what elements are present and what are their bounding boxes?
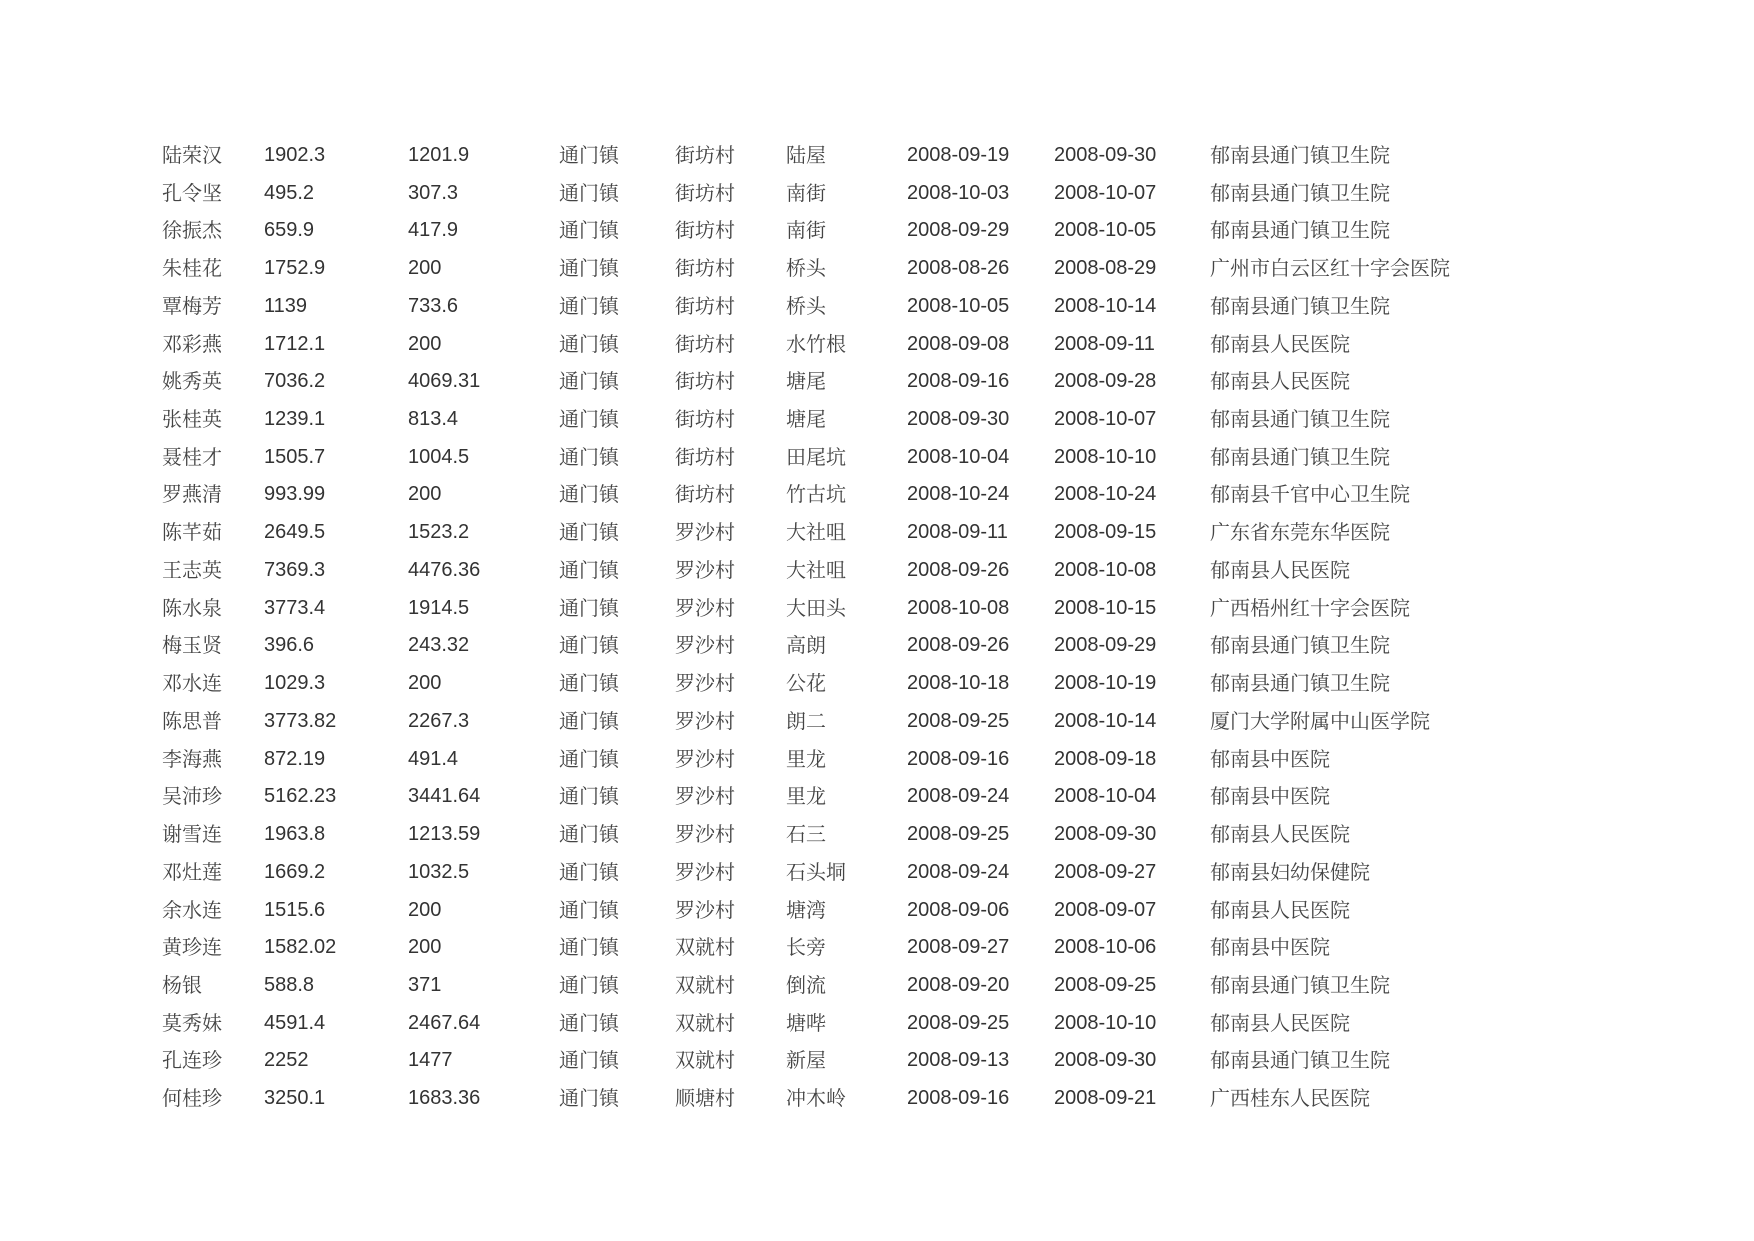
total-cost-cell: 1515.6 xyxy=(264,898,326,921)
town-cell: 通门镇 xyxy=(559,633,619,658)
hospital-cell: 郁南县通门镇卫生院 xyxy=(1210,671,1390,696)
table-row xyxy=(162,438,1510,476)
reimbursed-amount-cell: 1032.5 xyxy=(408,860,470,883)
town-cell: 通门镇 xyxy=(559,671,619,696)
group-cell: 田尾坑 xyxy=(786,444,846,469)
total-cost-cell: 396.6 xyxy=(264,634,315,657)
group-cell: 里龙 xyxy=(786,784,826,809)
town-cell: 通门镇 xyxy=(559,708,619,733)
admission-date-cell: 2008-09-13 xyxy=(907,1049,1010,1072)
hospital-cell: 郁南县通门镇卫生院 xyxy=(1210,142,1390,167)
discharge-date-cell: 2008-08-29 xyxy=(1054,257,1157,280)
village-cell: 罗沙村 xyxy=(675,633,735,658)
group-cell: 大田头 xyxy=(786,595,846,620)
table-row xyxy=(162,136,1510,174)
table-row xyxy=(162,777,1510,815)
hospital-cell: 郁南县通门镇卫生院 xyxy=(1210,1048,1390,1073)
discharge-date-cell: 2008-10-10 xyxy=(1054,1011,1157,1034)
admission-date-cell: 2008-09-16 xyxy=(907,747,1010,770)
hospital-cell: 郁南县人民医院 xyxy=(1210,822,1350,847)
admission-date-cell: 2008-09-20 xyxy=(907,974,1010,997)
hospital-cell: 郁南县中医院 xyxy=(1210,746,1330,771)
admission-date-cell: 2008-09-25 xyxy=(907,709,1010,732)
total-cost-cell: 1963.8 xyxy=(264,823,326,846)
discharge-date-cell: 2008-10-14 xyxy=(1054,294,1157,317)
table-row xyxy=(162,1004,1510,1042)
reimbursed-amount-cell: 491.4 xyxy=(408,747,459,770)
discharge-date-cell: 2008-09-29 xyxy=(1054,634,1157,657)
village-cell: 罗沙村 xyxy=(675,520,735,545)
patient-name-cell: 陆荣汉 xyxy=(162,142,222,167)
town-cell: 通门镇 xyxy=(559,557,619,582)
reimbursed-amount-cell: 1213.59 xyxy=(408,823,481,846)
group-cell: 塘尾 xyxy=(786,407,826,431)
table-row xyxy=(162,815,1510,853)
admission-date-cell: 2008-09-11 xyxy=(907,521,1008,544)
village-cell: 街坊村 xyxy=(675,293,735,318)
total-cost-cell: 1029.3 xyxy=(264,672,326,695)
total-cost-cell: 4591.4 xyxy=(264,1011,326,1034)
patient-name-cell: 邓灶莲 xyxy=(162,859,222,884)
town-cell: 通门镇 xyxy=(559,1086,619,1111)
town-cell: 通门镇 xyxy=(559,822,619,847)
group-cell: 南街 xyxy=(786,180,826,205)
discharge-date-cell: 2008-10-07 xyxy=(1054,181,1157,204)
patient-name-cell: 朱桂花 xyxy=(162,256,222,281)
total-cost-cell: 1139 xyxy=(264,294,308,317)
reimbursed-amount-cell: 4069.31 xyxy=(408,370,481,393)
admission-date-cell: 2008-10-24 xyxy=(907,483,1010,506)
reimbursed-amount-cell: 4476.36 xyxy=(408,558,481,581)
hospital-cell: 郁南县通门镇卫生院 xyxy=(1210,973,1390,998)
table-row xyxy=(162,1042,1510,1080)
village-cell: 罗沙村 xyxy=(675,897,735,922)
town-cell: 通门镇 xyxy=(559,142,619,167)
patient-name-cell: 孔连珍 xyxy=(162,1048,222,1073)
total-cost-cell: 7369.3 xyxy=(264,558,326,581)
village-cell: 街坊村 xyxy=(675,482,735,507)
hospital-cell: 厦门大学附属中山医学院 xyxy=(1210,708,1430,733)
patient-name-cell: 徐振杰 xyxy=(162,218,222,243)
town-cell: 通门镇 xyxy=(559,293,619,318)
table-row xyxy=(162,362,1510,400)
patient-name-cell: 邓水连 xyxy=(162,671,222,696)
village-cell: 双就村 xyxy=(675,1010,735,1035)
hospital-cell: 郁南县通门镇卫生院 xyxy=(1210,180,1390,205)
reimbursed-amount-cell: 813.4 xyxy=(408,408,459,430)
patient-name-cell: 杨银 xyxy=(162,973,202,998)
reimbursed-amount-cell: 243.32 xyxy=(408,634,470,657)
admission-date-cell: 2008-10-08 xyxy=(907,596,1010,619)
group-cell: 高朗 xyxy=(786,633,826,658)
group-cell: 石头垌 xyxy=(786,859,846,884)
total-cost-cell: 495.2 xyxy=(264,181,315,204)
discharge-date-cell: 2008-10-04 xyxy=(1054,785,1157,808)
reimbursed-amount-cell: 2467.64 xyxy=(408,1011,481,1034)
group-cell: 朗二 xyxy=(786,708,826,733)
table-row xyxy=(162,249,1510,287)
village-cell: 罗沙村 xyxy=(675,708,735,733)
town-cell: 通门镇 xyxy=(559,482,619,507)
village-cell: 双就村 xyxy=(675,935,735,960)
total-cost-cell: 1902.3 xyxy=(264,143,326,166)
admission-date-cell: 2008-09-25 xyxy=(907,1011,1010,1034)
table-row xyxy=(162,174,1510,212)
town-cell: 通门镇 xyxy=(559,407,619,431)
discharge-date-cell: 2008-10-19 xyxy=(1054,672,1157,695)
village-cell: 街坊村 xyxy=(675,218,735,243)
reimbursed-amount-cell: 200 xyxy=(408,898,442,921)
patient-name-cell: 孔令坚 xyxy=(162,180,222,205)
patient-name-cell: 吴沛珍 xyxy=(162,784,222,809)
hospital-cell: 广州市白云区红十字会医院 xyxy=(1210,256,1450,281)
group-cell: 桥头 xyxy=(786,293,826,318)
reimbursed-amount-cell: 3441.64 xyxy=(408,785,481,808)
total-cost-cell: 2649.5 xyxy=(264,521,326,544)
discharge-date-cell: 2008-10-14 xyxy=(1054,709,1157,732)
discharge-date-cell: 2008-10-05 xyxy=(1054,219,1157,242)
table-row xyxy=(162,400,1510,438)
village-cell: 顺塘村 xyxy=(675,1086,735,1111)
patient-name-cell: 谢雪连 xyxy=(162,822,222,847)
discharge-date-cell: 2008-10-08 xyxy=(1054,558,1157,581)
town-cell: 通门镇 xyxy=(559,595,619,620)
group-cell: 竹古坑 xyxy=(786,482,846,507)
admission-date-cell: 2008-09-26 xyxy=(907,558,1010,581)
table-row xyxy=(162,966,1510,1004)
hospital-cell: 广西梧州红十字会医院 xyxy=(1210,595,1410,620)
group-cell: 里龙 xyxy=(786,746,826,771)
records-table xyxy=(162,136,1510,1117)
total-cost-cell: 3250.1 xyxy=(264,1087,326,1110)
village-cell: 双就村 xyxy=(675,973,735,998)
discharge-date-cell: 2008-09-15 xyxy=(1054,521,1157,544)
hospital-cell: 郁南县千官中心卫生院 xyxy=(1210,482,1410,507)
hospital-cell: 郁南县人民医院 xyxy=(1210,369,1350,394)
table-row xyxy=(162,891,1510,929)
village-cell: 街坊村 xyxy=(675,256,735,281)
group-cell: 公花 xyxy=(786,671,826,696)
discharge-date-cell: 2008-09-07 xyxy=(1054,898,1157,921)
total-cost-cell: 7036.2 xyxy=(264,370,326,393)
total-cost-cell: 993.99 xyxy=(264,483,326,506)
town-cell: 通门镇 xyxy=(559,218,619,243)
discharge-date-cell: 2008-10-07 xyxy=(1054,408,1157,430)
patient-name-cell: 罗燕清 xyxy=(162,482,222,507)
table-row xyxy=(162,211,1510,249)
reimbursed-amount-cell: 371 xyxy=(408,974,442,997)
patient-name-cell: 陈思普 xyxy=(162,708,222,733)
town-cell: 通门镇 xyxy=(559,746,619,771)
discharge-date-cell: 2008-09-25 xyxy=(1054,974,1157,997)
table-row xyxy=(162,589,1510,627)
patient-name-cell: 覃梅芳 xyxy=(162,293,222,318)
town-cell: 通门镇 xyxy=(559,1048,619,1073)
table-row xyxy=(162,325,1510,363)
town-cell: 通门镇 xyxy=(559,180,619,205)
total-cost-cell: 2252 xyxy=(264,1049,309,1072)
total-cost-cell: 659.9 xyxy=(264,219,315,242)
patient-name-cell: 陈芊茹 xyxy=(162,520,222,545)
hospital-cell: 郁南县人民医院 xyxy=(1210,331,1350,356)
reimbursed-amount-cell: 200 xyxy=(408,936,442,959)
group-cell: 大社咀 xyxy=(786,520,846,545)
village-cell: 罗沙村 xyxy=(675,859,735,884)
table-row xyxy=(162,702,1510,740)
group-cell: 冲木岭 xyxy=(786,1086,846,1111)
town-cell: 通门镇 xyxy=(559,1010,619,1035)
patient-name-cell: 黄珍连 xyxy=(162,935,222,960)
admission-date-cell: 2008-09-29 xyxy=(907,219,1010,242)
total-cost-cell: 3773.82 xyxy=(264,709,337,732)
patient-name-cell: 陈水泉 xyxy=(162,595,222,620)
admission-date-cell: 2008-09-24 xyxy=(907,860,1010,883)
admission-date-cell: 2008-09-19 xyxy=(907,143,1010,166)
group-cell: 水竹根 xyxy=(786,331,846,356)
patient-name-cell: 莫秀妹 xyxy=(162,1010,222,1035)
patient-name-cell: 邓彩燕 xyxy=(162,331,222,356)
table-row xyxy=(162,513,1510,551)
reimbursed-amount-cell: 733.6 xyxy=(408,294,459,317)
reimbursed-amount-cell: 1201.9 xyxy=(408,143,470,166)
patient-name-cell: 余水连 xyxy=(162,897,222,922)
total-cost-cell: 3773.4 xyxy=(264,596,326,619)
records-body xyxy=(162,136,1510,1117)
village-cell: 罗沙村 xyxy=(675,595,735,620)
group-cell: 新屋 xyxy=(786,1048,826,1073)
hospital-cell: 郁南县中医院 xyxy=(1210,784,1330,809)
town-cell: 通门镇 xyxy=(559,859,619,884)
table-row xyxy=(162,853,1510,891)
discharge-date-cell: 2008-09-30 xyxy=(1054,823,1157,846)
group-cell: 长旁 xyxy=(786,935,826,960)
total-cost-cell: 872.19 xyxy=(264,747,326,770)
admission-date-cell: 2008-09-26 xyxy=(907,634,1010,657)
total-cost-cell: 1505.7 xyxy=(264,445,326,468)
group-cell: 塘湾 xyxy=(786,897,826,922)
hospital-cell: 郁南县人民医院 xyxy=(1210,557,1350,582)
village-cell: 罗沙村 xyxy=(675,746,735,771)
town-cell: 通门镇 xyxy=(559,897,619,922)
village-cell: 街坊村 xyxy=(675,444,735,469)
patient-name-cell: 何桂珍 xyxy=(162,1086,222,1111)
village-cell: 街坊村 xyxy=(675,407,735,431)
town-cell: 通门镇 xyxy=(559,444,619,469)
total-cost-cell: 588.8 xyxy=(264,974,315,997)
town-cell: 通门镇 xyxy=(559,331,619,356)
table-row xyxy=(162,740,1510,778)
reimbursed-amount-cell: 200 xyxy=(408,672,442,695)
table-row xyxy=(162,928,1510,966)
village-cell: 街坊村 xyxy=(675,142,735,167)
admission-date-cell: 2008-09-27 xyxy=(907,936,1010,959)
total-cost-cell: 1712.1 xyxy=(264,332,326,355)
patient-name-cell: 王志英 xyxy=(162,557,222,582)
reimbursed-amount-cell: 417.9 xyxy=(408,219,459,242)
discharge-date-cell: 2008-10-10 xyxy=(1054,445,1157,468)
reimbursed-amount-cell: 1477 xyxy=(408,1049,453,1072)
hospital-cell: 郁南县通门镇卫生院 xyxy=(1210,633,1390,658)
town-cell: 通门镇 xyxy=(559,973,619,998)
table-row xyxy=(162,551,1510,589)
group-cell: 南街 xyxy=(786,218,826,243)
hospital-cell: 广西桂东人民医院 xyxy=(1210,1086,1370,1111)
group-cell: 石三 xyxy=(786,822,826,847)
hospital-cell: 郁南县人民医院 xyxy=(1210,1010,1350,1035)
group-cell: 塘哔 xyxy=(786,1010,826,1035)
village-cell: 双就村 xyxy=(675,1048,735,1073)
town-cell: 通门镇 xyxy=(559,520,619,545)
reimbursed-amount-cell: 307.3 xyxy=(408,181,459,204)
town-cell: 通门镇 xyxy=(559,369,619,394)
hospital-cell: 广东省东莞东华医院 xyxy=(1210,520,1390,545)
group-cell: 陆屋 xyxy=(786,142,826,167)
table-row xyxy=(162,1079,1510,1117)
hospital-cell: 郁南县妇幼保健院 xyxy=(1210,859,1370,884)
reimbursed-amount-cell: 1914.5 xyxy=(408,596,470,619)
admission-date-cell: 2008-10-04 xyxy=(907,445,1010,468)
table-row xyxy=(162,287,1510,325)
discharge-date-cell: 2008-10-06 xyxy=(1054,936,1157,959)
village-cell: 罗沙村 xyxy=(675,822,735,847)
admission-date-cell: 2008-10-03 xyxy=(907,181,1010,204)
discharge-date-cell: 2008-10-15 xyxy=(1054,596,1157,619)
table-row xyxy=(162,627,1510,665)
total-cost-cell: 5162.23 xyxy=(264,785,337,808)
patient-name-cell: 梅玉贤 xyxy=(162,633,222,658)
patient-name-cell: 姚秀英 xyxy=(162,369,222,394)
town-cell: 通门镇 xyxy=(559,784,619,809)
total-cost-cell: 1239.1 xyxy=(264,408,326,430)
total-cost-cell: 1669.2 xyxy=(264,860,326,883)
village-cell: 罗沙村 xyxy=(675,784,735,809)
discharge-date-cell: 2008-09-27 xyxy=(1054,860,1157,883)
reimbursed-amount-cell: 1004.5 xyxy=(408,445,470,468)
hospital-cell: 郁南县通门镇卫生院 xyxy=(1210,444,1390,469)
admission-date-cell: 2008-09-30 xyxy=(907,408,1010,430)
discharge-date-cell: 2008-09-21 xyxy=(1054,1087,1157,1110)
village-cell: 街坊村 xyxy=(675,331,735,356)
group-cell: 桥头 xyxy=(786,256,826,281)
patient-name-cell: 李海燕 xyxy=(162,746,222,771)
group-cell: 倒流 xyxy=(786,973,826,998)
village-cell: 街坊村 xyxy=(675,180,735,205)
admission-date-cell: 2008-09-24 xyxy=(907,785,1010,808)
reimbursed-amount-cell: 200 xyxy=(408,483,442,506)
village-cell: 罗沙村 xyxy=(675,671,735,696)
total-cost-cell: 1752.9 xyxy=(264,257,326,280)
admission-date-cell: 2008-09-16 xyxy=(907,1087,1010,1110)
admission-date-cell: 2008-08-26 xyxy=(907,257,1010,280)
reimbursed-amount-cell: 2267.3 xyxy=(408,709,470,732)
group-cell: 大社咀 xyxy=(786,557,846,582)
patient-name-cell: 聂桂才 xyxy=(162,444,222,469)
admission-date-cell: 2008-09-06 xyxy=(907,898,1010,921)
total-cost-cell: 1582.02 xyxy=(264,936,337,959)
discharge-date-cell: 2008-09-30 xyxy=(1054,143,1157,166)
hospital-cell: 郁南县通门镇卫生院 xyxy=(1210,218,1390,243)
reimbursed-amount-cell: 200 xyxy=(408,257,442,280)
village-cell: 罗沙村 xyxy=(675,557,735,582)
town-cell: 通门镇 xyxy=(559,256,619,281)
town-cell: 通门镇 xyxy=(559,935,619,960)
discharge-date-cell: 2008-09-18 xyxy=(1054,747,1157,770)
hospital-cell: 郁南县通门镇卫生院 xyxy=(1210,407,1390,431)
discharge-date-cell: 2008-09-28 xyxy=(1054,370,1157,393)
village-cell: 街坊村 xyxy=(675,369,735,394)
hospital-cell: 郁南县人民医院 xyxy=(1210,897,1350,922)
admission-date-cell: 2008-09-08 xyxy=(907,332,1010,355)
discharge-date-cell: 2008-09-11 xyxy=(1054,332,1155,355)
admission-date-cell: 2008-09-16 xyxy=(907,370,1010,393)
reimbursed-amount-cell: 1523.2 xyxy=(408,521,470,544)
admission-date-cell: 2008-10-05 xyxy=(907,294,1010,317)
table-row xyxy=(162,664,1510,702)
hospital-cell: 郁南县通门镇卫生院 xyxy=(1210,293,1390,318)
admission-date-cell: 2008-10-18 xyxy=(907,672,1010,695)
group-cell: 塘尾 xyxy=(786,369,826,394)
table-row xyxy=(162,476,1510,514)
patient-name-cell: 张桂英 xyxy=(162,407,222,431)
reimbursed-amount-cell: 1683.36 xyxy=(408,1087,481,1110)
hospital-cell: 郁南县中医院 xyxy=(1210,935,1330,960)
reimbursed-amount-cell: 200 xyxy=(408,332,442,355)
admission-date-cell: 2008-09-25 xyxy=(907,823,1010,846)
discharge-date-cell: 2008-09-30 xyxy=(1054,1049,1157,1072)
discharge-date-cell: 2008-10-24 xyxy=(1054,483,1157,506)
